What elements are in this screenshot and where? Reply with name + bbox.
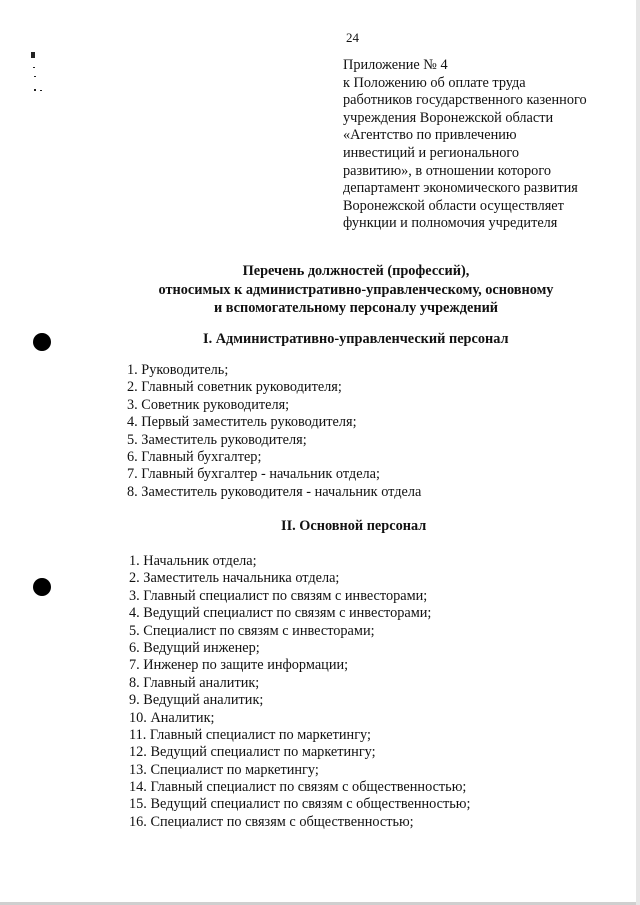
- appendix-line: учреждения Воронежской области: [343, 109, 554, 126]
- appendix-line: к Положению об оплате труда: [343, 74, 526, 91]
- section-heading-administrative: I. Административно-управленческий персонал: [203, 331, 509, 347]
- appendix-line: Приложение № 4: [343, 57, 448, 73]
- appendix-line: развитию», в отношении которого: [343, 162, 551, 179]
- list-item: 2. Заместитель начальника отдела;: [129, 570, 340, 587]
- scan-edge-right: [636, 0, 640, 905]
- scan-speck: [34, 89, 36, 91]
- punch-hole-mark: [33, 578, 51, 596]
- list-item: 2. Главный советник руководителя;: [127, 379, 342, 396]
- list-item: 1. Руководитель;: [127, 362, 229, 378]
- list-item: 8. Заместитель руководителя - начальник отдела: [127, 483, 422, 500]
- appendix-line: функции и полномочия учредителя: [343, 215, 558, 232]
- list-item: 11. Главный специалист по маркетингу;: [129, 726, 371, 743]
- page-number: 24: [346, 30, 359, 45]
- list-item: 5. Заместитель руководителя;: [127, 431, 307, 448]
- list-item: 4. Первый заместитель руководителя;: [127, 414, 357, 431]
- list-item: 7. Главный бухгалтер - начальник отдела;: [127, 466, 381, 483]
- list-item: 3. Советник руководителя;: [127, 396, 290, 413]
- list-item: 13. Специалист по маркетингу;: [129, 761, 319, 778]
- scan-speck: [31, 52, 35, 58]
- document-title: [0, 262, 640, 318]
- appendix-line: Воронежской области осуществляет: [343, 197, 564, 214]
- appendix-line: «Агентство по привлечению: [343, 127, 517, 144]
- scan-speck: [34, 76, 36, 77]
- list-item: 10. Аналитик;: [129, 709, 215, 726]
- position-list-main-staff: [129, 553, 470, 831]
- title-line: относимых к административно-управленческому, основному: [158, 281, 554, 298]
- list-item: 12. Ведущий специалист по маркетингу;: [129, 744, 376, 761]
- list-item: 16. Специалист по связям с общественностью;: [129, 813, 414, 830]
- title-line: и вспомогательному персоналу учреждений: [213, 300, 499, 316]
- list-item: 1. Начальник отдела;: [129, 553, 257, 569]
- section-heading-main-staff: II. Основной персонал: [281, 518, 427, 534]
- appendix-header: [343, 57, 633, 233]
- appendix-line: департамент экономического развития: [343, 180, 578, 197]
- list-item: 6. Главный бухгалтер;: [127, 448, 262, 465]
- list-item: 7. Инженер по защите информации;: [129, 657, 349, 674]
- list-item: 14. Главный специалист по связям с общественностью;: [129, 779, 467, 796]
- title-line: Перечень должностей (профессий),: [242, 263, 470, 279]
- list-item: 5. Специалист по связям с инвесторами;: [129, 622, 375, 639]
- list-item: 8. Главный аналитик;: [129, 674, 260, 691]
- scan-speck: [33, 67, 35, 68]
- appendix-line: инвестиций и регионального: [343, 144, 520, 161]
- list-item: 9. Ведущий аналитик;: [129, 692, 264, 709]
- punch-hole-mark: [33, 333, 51, 351]
- appendix-line: работников государственного казенного: [343, 92, 587, 109]
- list-item: 15. Ведущий специалист по связям с общественностью;: [129, 796, 471, 813]
- list-item: 6. Ведущий инженер;: [129, 639, 260, 656]
- list-item: 4. Ведущий специалист по связям с инвесторами;: [129, 605, 432, 622]
- list-item: 3. Главный специалист по связям с инвесторами;: [129, 587, 428, 604]
- scan-speck: [40, 90, 42, 91]
- position-list-administrative: [127, 362, 421, 501]
